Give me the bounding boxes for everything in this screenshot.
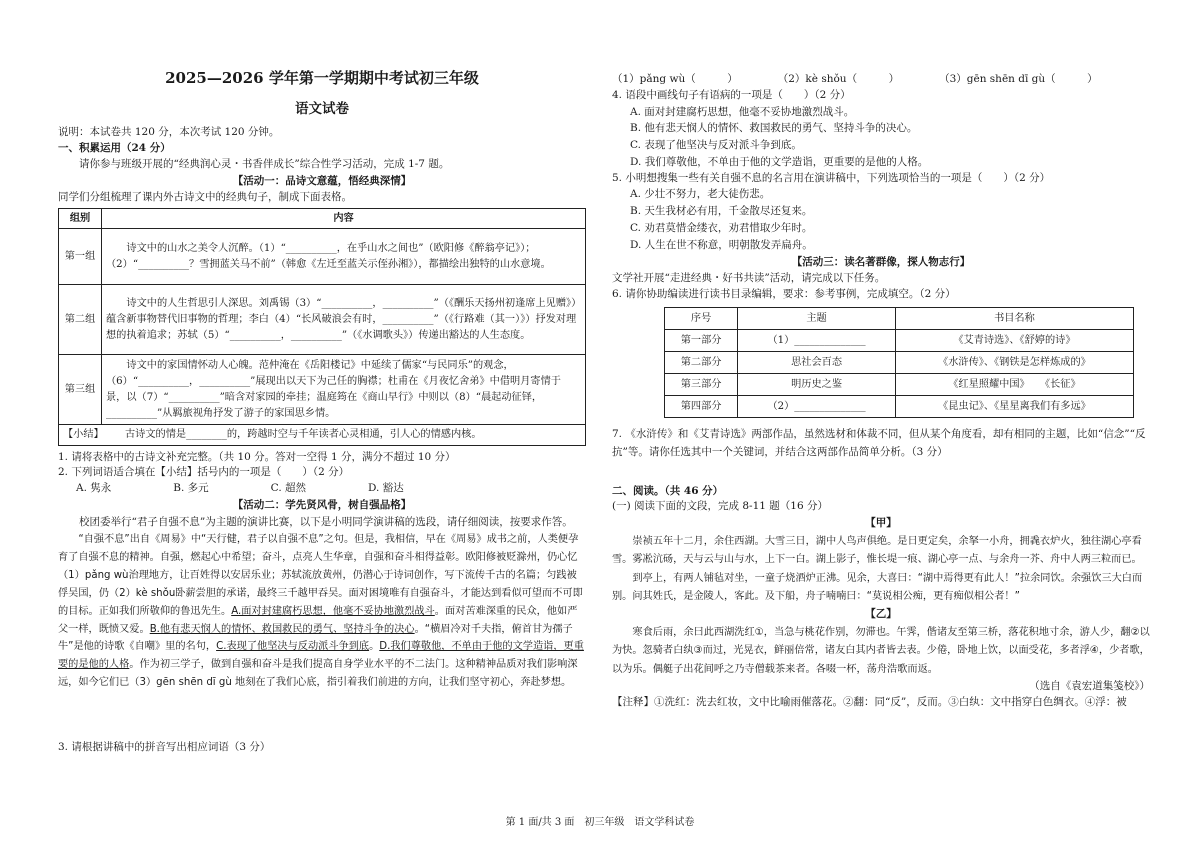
underlined-sentence-c: C.表现了他坚决与反动派斗争到底 <box>216 641 370 653</box>
question-7: 7. 《水浒传》和《艾青诗选》两部作品，虽然选材和体裁不同，但从某个角度看，却有相同的主题，比如“信念”“反抗”等。请你任选其中一个关键词，并结合这两部作品简单分析。（3 分） <box>612 427 1146 458</box>
summary-text: 古诗文的情是________的，跨越时空与千年读者心灵相通，引人心的情感内核。 <box>125 429 482 441</box>
books-cell: 《昆虫记》、《星星离我们有多远》 <box>895 395 1133 417</box>
content-cell: 诗文中的家国情怀动人心魄。范仲淹在《岳阳楼记》中延续了儒家“与民同乐”的观念，（6）“__________，__________”展现出以天下为己任的胸襟；杜甫在《月夜忆舍弟》中借明月寄情于景，以（7）“__________”暗含对家园的牵挂；温庭筠在《商山早行》中则以（8）“晨起动征铎，__________”从羁旅视角抒发了游子的家国思乡情。 <box>102 355 586 425</box>
exam-note: 说明：本试卷共 120 分，本次考试 120 分钟。 <box>58 126 280 139</box>
activity-1-heading: 【活动一：品诗文意蕴，悟经典深情】 <box>232 174 412 187</box>
table-row <box>59 355 586 425</box>
passage-yi-p1: 寒食后雨，余曰此西湖洗红①，当急与桃花作别，勿滞也。午霁，偕诸友至第三桥，落花积地寸余，游人少，翻②以为快。忽骑者白纨③而过，光晃衣，鲜丽倍常，诸友白其内者皆去表。少倦，卧地上饮，以面受花，多者浮④，少者歌，以为乐。偶艇子出花间呼之乃寺僧载茶来者。各啜一杯，荡舟浩歌而返。 <box>612 627 1150 675</box>
table-row <box>59 285 586 355</box>
pinyin-blank-3: （3）gēn shēn dī gù（ ） <box>939 73 1098 85</box>
underlined-sentence-d: D.我们尊敬他，不单由于他的文学造诣，更重要的是他的人格 <box>58 641 584 671</box>
passage-jia-p2: 到亭上，有两人铺毡对坐，一童子烧酒炉正沸。见余，大喜曰：“湖中焉得更有此人！”拉余同饮。余强饮三大白而别。问其姓氏，是金陵人，客此。及下船，舟子喃喃曰：“莫说相公痴，更有痴似相公者！” <box>612 572 1143 602</box>
table-row <box>665 351 1134 373</box>
section-1-heading: 一、积累运用（24 分） <box>58 142 171 154</box>
table-row <box>665 395 1134 417</box>
pinyin-blank-2: （2）kè shǒu（ ） <box>777 73 900 85</box>
index-cell: 第四部分 <box>665 395 738 417</box>
option-d: D. 豁达 <box>368 482 404 495</box>
speech-part-1: “自强不息”出自《周易》中“天行健，君子以自强不息”之句。但是，我相信，早在《周易》成书之前，人类便孕育了自强不息的精神。自强，燃起心中希望；奋斗，点亮人生华章，自强和奋斗相得益彰。欧阳修被贬滁州，仍心忆（1）pǎng wù治理地方，让百姓得以安居乐业；苏轼流放黄州，仍潜心于诗词创作，写下流传千古的名篇；匀践被俘吴国，仍（2）kè shǒu卧薪尝胆的承诺，最终三千越甲吞吴。面对困境唯有自强奋斗，才能达到看似可望而不可即的目标。正如我们所敬仰的鲁迅先生。 <box>58 534 583 617</box>
option-c: C. 超然 <box>270 482 307 495</box>
speech-part-2: 。面对苦难深重的民众，他如严父一样，既愤又爱。 <box>58 605 578 635</box>
activity-2-heading: 【活动二：学先贤风骨，树自强品格】 <box>232 498 412 511</box>
pinyin-answer-line <box>612 72 1150 88</box>
exam-title: 2025—2026 学年第一学期期中考试初三年级 <box>165 69 479 87</box>
header-index: 序号 <box>665 307 738 329</box>
question-4: 4. 语段中画线句子有语病的一项是（ ）（2 分） <box>612 88 851 101</box>
option-b: B. 多元 <box>173 482 209 495</box>
header-group: 组别 <box>59 209 102 229</box>
header-books: 书目名称 <box>895 307 1133 329</box>
q5-option-a: A. 少壮不努力，老大徒伤悲。 <box>630 188 771 201</box>
group-cell: 第三组 <box>59 355 102 425</box>
index-cell: 第二部分 <box>665 351 738 373</box>
reading-list-table <box>664 307 1134 418</box>
question-2: 2. 下列词语适合填在【小结】括号内的一项是（ ）（2 分） <box>58 466 350 479</box>
group-cell: 第一组 <box>59 229 102 285</box>
passage-jia-p1: 崇祯五年十二月，余住西湖。大雪三日，湖中人鸟声俱绝。是日更定矣，余拏一小舟，拥毳衣炉火，独往湖心亭看雪。雾凇沆砀，天与云与山与水，上下一白。湖上影子，惟长堤一痕、湖心亭一点、与余舟一芥、舟中人两三粒而已。 <box>612 535 1142 566</box>
header-content: 内容 <box>102 209 586 229</box>
underlined-sentence-a: A.面对封建腐朽思想，他毫不妥协地激烈战斗 <box>231 605 435 617</box>
task-intro: 请你参与班级开展的“经典润心灵・书香伴成长”综合性学习活动，完成 1-7 题。 <box>79 157 450 170</box>
passage-jia-label: 【甲】 <box>865 517 897 530</box>
books-cell: 《水浒传》、《钢铁是怎样炼成的》 <box>895 351 1133 373</box>
question-3: 3. 请根据讲稿中的拼音写出相应词语（3 分） <box>58 741 271 753</box>
q5-option-b: B. 天生我材必有用，千金散尽还复来。 <box>630 205 813 218</box>
index-cell: 第三部分 <box>665 373 738 395</box>
poetry-table-header <box>59 209 586 229</box>
theme-cell: 明历史之鉴 <box>738 373 896 395</box>
activity-1-desc: 同学们分组梳理了课内外古诗文中的经典句子，制成下面表格。 <box>58 191 352 204</box>
question-1: 1. 请将表格中的古诗文补充完整。（共 10 分。答对一空得 1 分，满分不超过 10 分） <box>58 450 456 463</box>
q5-option-c: C. 劝君莫惜金缕衣，劝君惜取少年时。 <box>630 222 813 235</box>
activity-2-desc: 校团委举行“君子自强不息”为主题的演讲比赛，以下是小明同学演讲稿的选段，请仔细阅读，按要求作答。 <box>79 515 573 528</box>
q4-option-c: C. 表现了他坚决与反对派斗争到底。 <box>630 139 802 152</box>
q5-option-d: D. 人生在世不称意，明朝散发弄扁舟。 <box>630 238 813 251</box>
books-cell: 《艾青诗选》、《舒婷的诗》 <box>895 329 1133 351</box>
activity-3-heading: 【活动三：读名著群像，探人物志行】 <box>791 255 971 268</box>
content-cell: 诗文中的人生哲思引人深思。刘禹锡（3）“__________，__________”（《酬乐天扬州初逢席上见赠》）蕴含新事物替代旧事物的哲理；李白（4）“长风破浪会有时，__________”（《行路难（其一）》）抒发对理想的执着追求；苏轼（5）“__________，__________”（《水调歌头》）传递出豁达的人生态度。 <box>102 285 586 355</box>
reading-list-header <box>665 307 1134 329</box>
question-5: 5. 小明想搜集一些有关自强不息的名言用在演讲稿中，下列选项恰当的一项是（ ）（2 分） <box>612 171 1051 184</box>
question-6: 6. 请你协助编读进行读书目录编辑，要求：参考事例，完成填空。（2 分） <box>612 288 956 301</box>
activity-3-desc: 文学社开展“走进经典・好书共读”活动，请完成以下任务。 <box>612 272 886 285</box>
reading-intro: (一) 阅读下面的文段，完成 8-11 题（16 分） <box>612 500 828 513</box>
speech-part-4: 。 <box>369 641 380 653</box>
theme-cell: 思社会百态 <box>738 351 896 373</box>
theme-cell: （1）______________ <box>738 329 896 351</box>
header-theme: 主题 <box>738 307 896 329</box>
q4-option-a: A. 面对封建腐朽思想，他毫不妥协地激烈战斗。 <box>630 105 855 118</box>
passage-source: （选自《袁宏道集笺校》） <box>1029 680 1150 693</box>
content-cell: 诗文中的山水之美令人沉醉。（1）“__________，在乎山水之间也”（欧阳修《醉翁亭记》）；（2）“__________？雪拥蓝关马不前”（韩愈《左迁至蓝关示侄孙湘》），都描绘出独特的山水意境。 <box>102 229 586 285</box>
exam-subtitle: 语文试卷 <box>295 101 349 117</box>
pinyin-blank-1: （1）pǎng wù（ ） <box>612 73 738 85</box>
table-row <box>665 329 1134 351</box>
speech-part-5: 。作为初三学子，做到自强和奋斗是我们提高自身学业水平的不二法门。这种精神品质对我们影响深远，如今它们已（3）gēn shēn dī gù 地刻在了我们心底，指引着我们前进的方向，让我们坚守初心，奔赴梦想。 <box>58 659 578 689</box>
left-column <box>58 68 586 753</box>
q4-option-d: D. 我们尊敬他，不单由于他的文学造诣，更重要的是他的人格。 <box>630 155 929 168</box>
index-cell: 第一部分 <box>665 329 738 351</box>
summary-label: 【小结】 <box>63 429 104 441</box>
theme-cell: （2）______________ <box>738 395 896 417</box>
right-column <box>612 72 1150 711</box>
option-a: A. 隽永 <box>76 482 112 495</box>
section-2-heading: 二、阅读。（共 46 分） <box>612 484 724 497</box>
speech-excerpt <box>58 531 586 692</box>
underlined-sentence-b: B.他有悲天悯人的情怀、救国救民的勇气、坚持斗争的决心 <box>149 623 415 635</box>
table-row <box>59 229 586 285</box>
passage-yi-label: 【乙】 <box>865 608 897 621</box>
table-row <box>665 373 1134 395</box>
books-cell: 《红星照耀中国》 《长征》 <box>895 373 1133 395</box>
summary-row <box>59 425 586 445</box>
question-2-options <box>58 481 586 497</box>
poetry-table <box>58 208 586 446</box>
speech-part-3: 。“横眉冷对千夫指，俯首甘为孺子牛”是他的诗歌《自嘲》里的名句， <box>58 623 573 653</box>
passage-notes: 【注释】①洗红：洗去红妆，文中比喻雨催落花。②翻：同“反”，反而。③白纨：文中指穿白色绸衣。④浮：被 <box>612 695 1127 708</box>
q4-option-b: B. 他有悲天悯人的情怀、救国救民的勇气、坚持斗争的决心。 <box>630 122 918 135</box>
page-footer: 第 1 面/共 3 面 初三年级 语文学科试卷 <box>505 817 695 828</box>
group-cell: 第二组 <box>59 285 102 355</box>
